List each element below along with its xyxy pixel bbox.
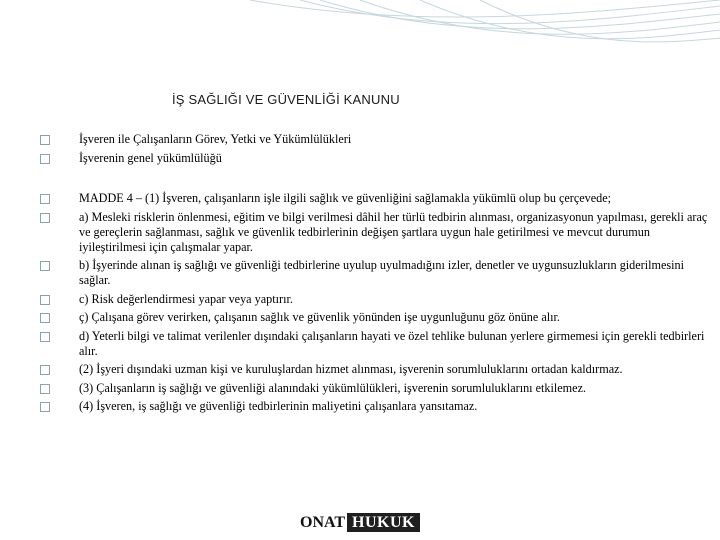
list-item: [40, 310, 710, 325]
item-text: a) Mesleki risklerin önlenmesi, eğitim ve bilgi verilmesi dâhil her türlü tedbirin alınması, organizasyonun yapılması, gerekli araç ve gereçlerin sağlanması, sağlık ve güvenlik tedbirlerinin değişen şartlara uygun hale getirilmesi ve mevcut durumun iyileştirilmesi için çalışmalar yapar.: [79, 209, 708, 254]
list-item: [40, 132, 710, 147]
logo-part-onat: ONAT: [300, 514, 346, 531]
list-item: [40, 292, 710, 307]
item-text: ç) Çalışana görev verirken, çalışanın sağlık ve güvenlik yönünden işe uygunluğunu göz önüne alır.: [79, 310, 560, 324]
heading-list: [40, 132, 710, 170]
square-bullet-icon: [40, 261, 50, 271]
item-text: d) Yeterli bilgi ve talimat verilenler dışındaki çalışanların hayati ve özel tehlike bulunan yerlere girmemesi için gerekli tedbirleri alır.: [79, 328, 705, 358]
square-bullet-icon: [40, 332, 50, 342]
square-bullet-icon: [40, 313, 50, 323]
item-text: c) Risk değerlendirmesi yapar veya yaptırır.: [79, 291, 293, 306]
item-text: (3) Çalışanların iş sağlığı ve güvenliği alanındaki yükümlülükleri, işverenin sorumluluklarını etkilemez.: [79, 380, 587, 395]
item-text: MADDE 4 – (1) İşveren, çalışanların işle ilgili sağlık ve güvenliğini sağlamakla yükümlü olup bu çerçevede;: [79, 191, 612, 205]
heading-text: İşverenin genel yükümlülüğü: [79, 151, 222, 165]
square-bullet-icon: [40, 213, 50, 223]
onat-hukuk-logo: [300, 513, 420, 532]
square-bullet-icon: [40, 365, 50, 375]
square-bullet-icon: [40, 154, 50, 164]
page-title: İŞ SAĞLIĞI VE GÜVENLİĞİ KANUNU: [172, 92, 400, 107]
list-item: [40, 210, 710, 255]
square-bullet-icon: [40, 194, 50, 204]
square-bullet-icon: [40, 135, 50, 145]
square-bullet-icon: [40, 384, 50, 394]
square-bullet-icon: [40, 295, 50, 305]
list-item: [40, 191, 710, 206]
square-bullet-icon: [40, 402, 50, 412]
list-item: [40, 381, 710, 396]
decorative-header-lines: [0, 0, 720, 80]
article-list: [40, 191, 710, 418]
heading-text: İşveren ile Çalışanların Görev, Yetki ve Yükümlülükleri: [79, 132, 352, 146]
item-text: (2) İşyeri dışındaki uzman kişi ve kuruluşlardan hizmet alınması, işverenin sorumluluklarını ortadan kaldırmaz.: [79, 362, 623, 376]
list-item: [40, 329, 710, 359]
item-text: b) İşyerinde alınan iş sağlığı ve güvenliği tedbirlerine uyulup uyulmadığını izler, denetler ve uygunsuzlukların giderilmesini sağlar.: [79, 258, 685, 287]
list-item: [40, 258, 710, 288]
list-item: [40, 151, 710, 166]
list-item: [40, 362, 710, 377]
list-item: [40, 399, 710, 414]
item-text: (4) İşveren, iş sağlığı ve güvenliği tedbirlerinin maliyetini çalışanlara yansıtamaz.: [79, 399, 478, 413]
logo-part-hukuk: HUKUK: [347, 513, 420, 532]
